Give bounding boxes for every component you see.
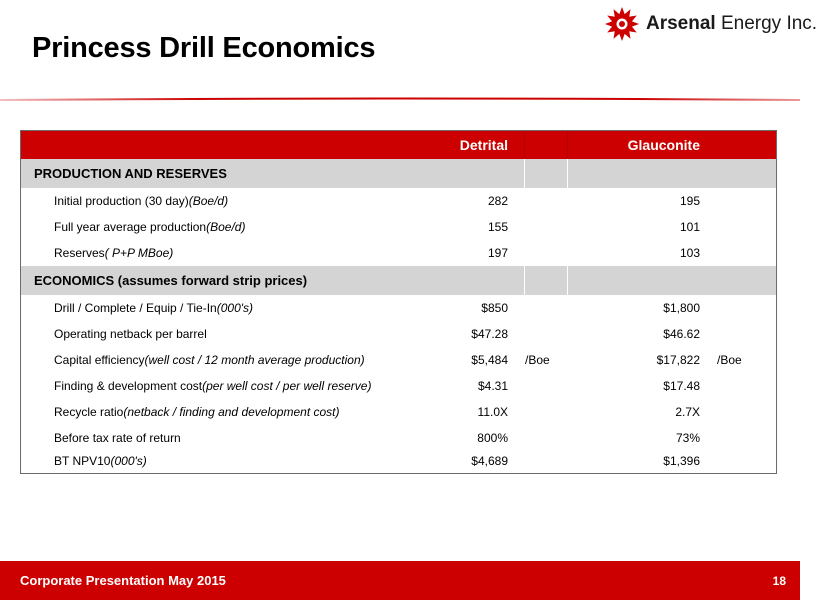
glauconite-value: 195 [679,194,700,208]
detrital-value: 282 [487,194,508,208]
footer-bar [0,561,800,600]
glauconite-value: $1,396 [663,454,700,468]
table-row [21,214,776,240]
economics-table [20,130,777,474]
detrital-value: 11.0X [477,405,508,419]
glauconite-value: $17,822 [656,353,700,367]
company-logo [604,6,817,42]
table-row [21,321,776,347]
table-row [21,347,776,373]
detrital-value: 800% [477,431,508,445]
detrital-unit: /Boe [525,353,550,367]
table-row [21,373,776,399]
glauconite-value: 103 [679,246,700,260]
detrital-value: $5,484 [471,353,508,367]
section-title: ECONOMICS (assumes forward strip prices) [34,273,308,288]
footer-presentation-title: Corporate Presentation May 2015 [20,573,226,588]
detrital-value: $850 [481,301,508,315]
gear-sun-logo-icon [604,6,640,42]
header-detrital: Detrital [459,137,508,153]
table-header-row [21,131,776,159]
section-header-production [21,159,776,188]
company-name: Arsenal Energy Inc. [646,13,817,34]
detrital-value: $4,689 [471,454,508,468]
table-row [21,188,776,214]
detrital-value: 197 [487,246,508,260]
row-label: Reserves ( P+P MBoe) [54,246,174,260]
glauconite-unit: /Boe [717,353,742,367]
header-glauconite: Glauconite [627,137,700,153]
detrital-value: $4.31 [477,379,508,393]
row-label: Full year average production (Boe/d) [54,220,246,234]
row-label: Before tax rate of return [54,431,181,445]
page-title: Princess Drill Economics [32,32,376,64]
glauconite-value: 2.7X [675,405,700,419]
header-divider [0,96,800,102]
row-label: Recycle ratio (netback / finding and development cost) [54,405,340,419]
section-title: PRODUCTION AND RESERVES [34,166,227,181]
row-label: BT NPV10 (000's) [54,454,147,468]
glauconite-value: $46.62 [663,327,700,341]
table-row [21,295,776,321]
section-header-economics [21,266,776,295]
table-row [21,399,776,425]
table-row [21,449,776,473]
detrital-value: 155 [487,220,508,234]
detrital-value: $47.28 [471,327,508,341]
row-label: Capital efficiency (well cost / 12 month average production) [54,353,365,367]
glauconite-value: $17.48 [663,379,700,393]
row-label: Finding & development cost (per well cost / per well reserve) [54,379,372,393]
page-number: 18 [772,574,786,588]
row-label: Drill / Complete / Equip / Tie-In (000's) [54,301,254,315]
table-row [21,240,776,266]
table-row [21,425,776,451]
glauconite-value: 101 [679,220,700,234]
row-label: Operating netback per barrel [54,327,207,341]
glauconite-value: $1,800 [663,301,700,315]
glauconite-value: 73% [675,431,700,445]
row-label: Initial production (30 day) (Boe/d) [54,194,229,208]
